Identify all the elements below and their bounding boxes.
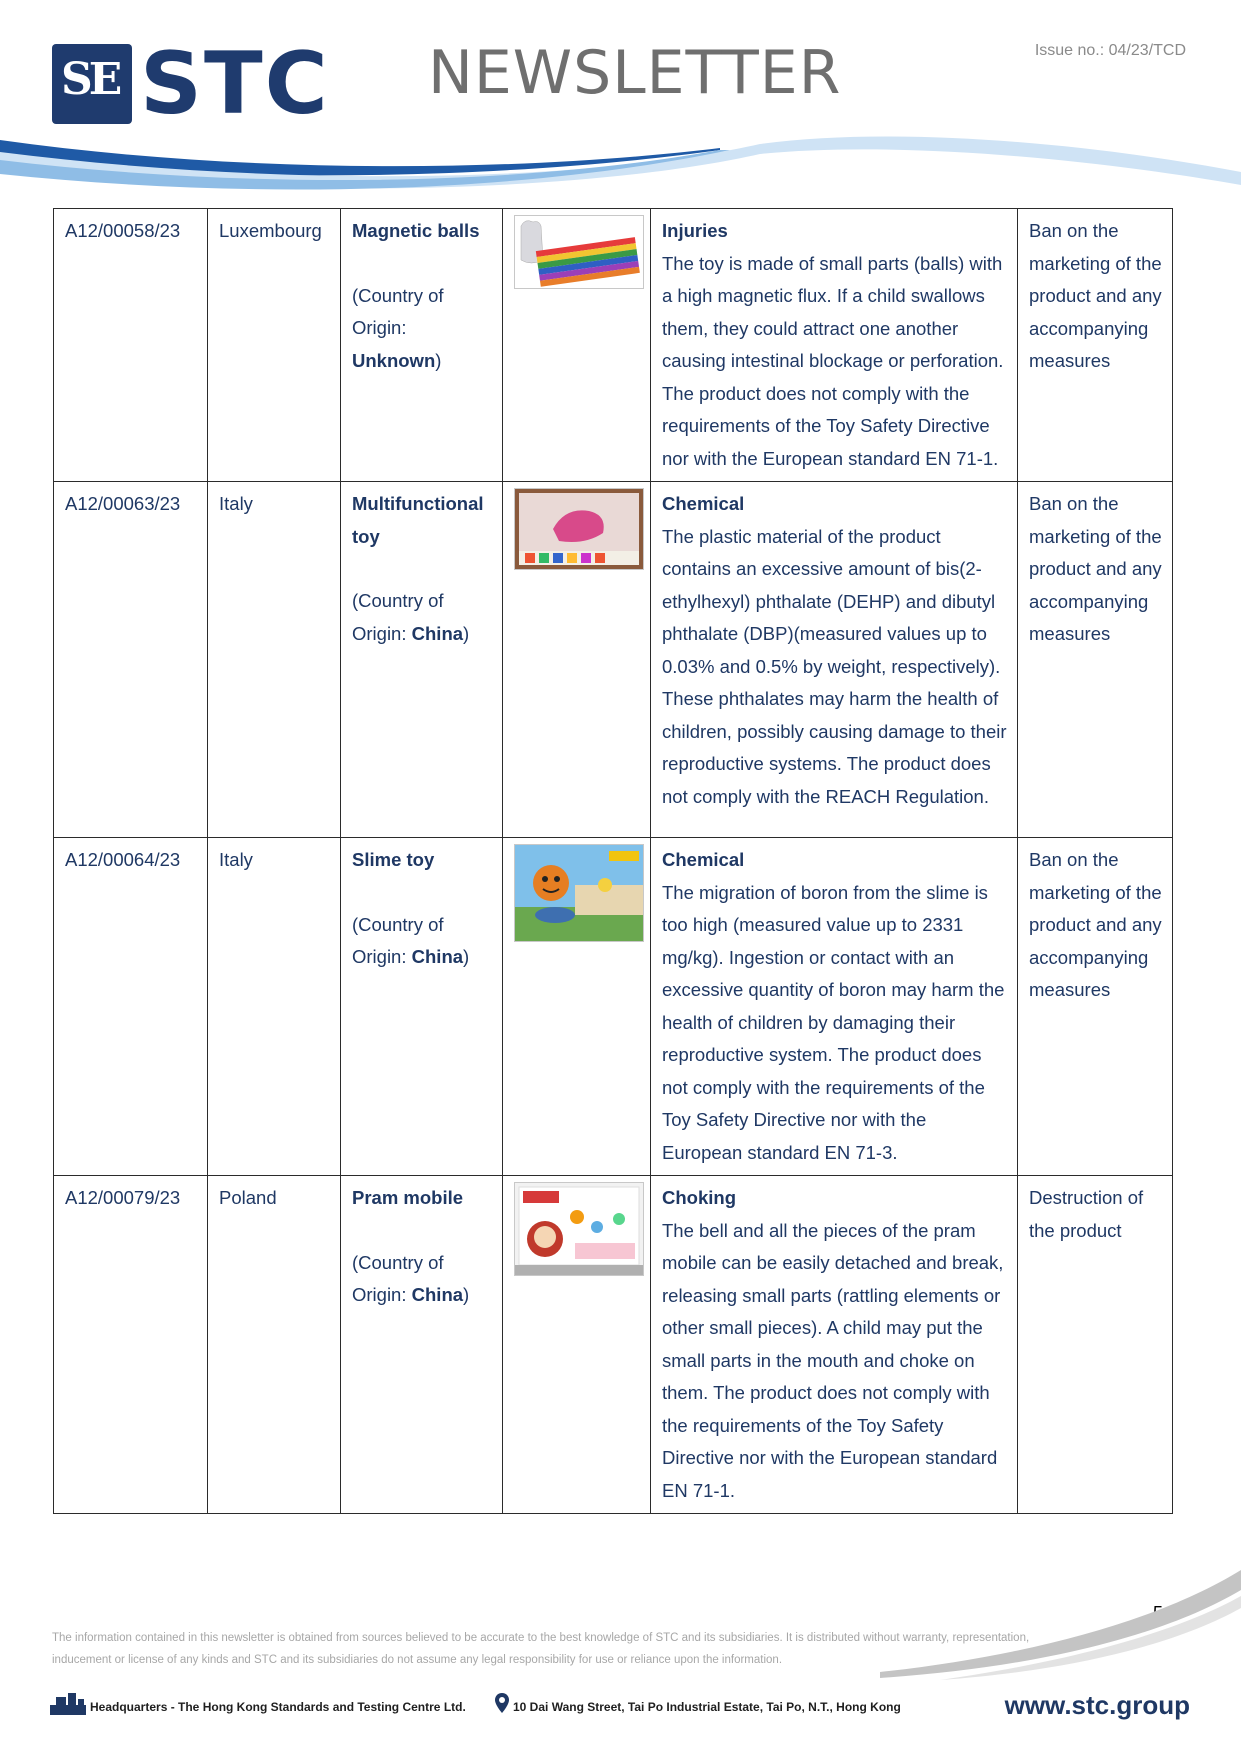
website-link[interactable]: www.stc.group [1004,1690,1190,1720]
origin-prefix: (Country of Origin: [352,1251,444,1305]
product-cell: Pram mobile (Country of Origin: China) [341,1176,503,1514]
slime-toy-photo [514,844,644,942]
newsletter-title: NEWSLETTER [428,38,842,108]
origin-prefix: (Country of Origin: [352,284,444,338]
origin-prefix: (Country of Origin: [352,590,444,644]
risk-type: Chemical [662,493,745,514]
product-cell: Slime toy (Country of Origin: China) [341,838,503,1176]
magnetic-balls-photo [514,215,644,289]
building-icon [50,1693,86,1715]
measure-cell: Ban on the marketing of the product and any accompanying measures [1018,209,1173,482]
product-cell: Multifunctional toy (Country of Origin: China) [341,482,503,838]
country-cell: Italy [208,482,341,838]
image-cell [503,838,651,1176]
image-cell [503,209,651,482]
reference-cell: A12/00058/23 [54,209,208,482]
recall-table [53,208,1173,1514]
risk-description: The plastic material of the product contains an excessive amount of bis(2-ethylhexyl) phthalate (DEHP) and dibutyl phthalate (DBP)(measured values up to 0.03% and 0.5% by weight, respectively). These phthalates may harm the health of children, possibly causing damage to their reproductive systems. The product does not comply with the REACH Regulation. [662,525,1007,807]
image-cell [503,1176,651,1514]
risk-type: Injuries [662,220,728,241]
pram-mobile-photo [514,1182,644,1276]
risk-cell [651,1176,1018,1514]
measure-cell: Ban on the marketing of the product and any accompanying measures [1018,482,1173,838]
country-cell: Luxembourg [208,209,341,482]
multifunctional-toy-photo [514,488,644,570]
risk-description: The migration of boron from the slime is too high (measured value up to 2331 mg/kg). Ingestion or contact with an excessive quantity of boron may harm the health of children by damaging their reproductive system. The product does not comply with the requirements of the Toy Safety Directive nor with the European standard EN 71-3. [662,881,1005,1163]
risk-cell [651,209,1018,482]
product-name: Magnetic balls [352,220,480,241]
page-footer [50,1690,1190,1730]
address-text: 10 Dai Wang Street, Tai Po Industrial Estate, Tai Po, N.T., Hong Kong [513,1700,901,1714]
origin-country: Unknown [352,349,436,371]
product-name: Slime toy [352,849,435,870]
header-swoosh [0,130,1241,200]
origin-country: China [411,1284,464,1305]
measure-cell: Ban on the marketing of the product and any accompanying measures [1018,838,1173,1176]
origin-country: China [411,946,464,967]
product-name: Multifunctional toy [352,493,484,547]
stc-emblem-icon: SE [52,44,132,124]
logo-text: STC [140,34,330,134]
reference-cell: A12/00064/23 [54,838,208,1176]
country-cell: Poland [208,1176,341,1514]
origin-prefix: (Country of Origin: [352,913,444,967]
table-row [54,482,1173,838]
risk-cell [651,482,1018,838]
product-cell: Magnetic balls (Country of Origin: Unknown) [341,209,503,482]
reference-cell: A12/00063/23 [54,482,208,838]
measure-cell: Destruction of the product [1018,1176,1173,1514]
image-cell [503,482,651,838]
origin-country: China [411,622,464,644]
product-name: Pram mobile [352,1187,464,1208]
reference-cell: A12/00079/23 [54,1176,208,1514]
risk-cell [651,838,1018,1176]
disclaimer-text: The information contained in this newsletter is obtained from sources believed to be accurate to the best knowledge of STC and its subsidiaries. It is distributed without warranty, representation, inducement or license of any kinds and STC and its subsidiaries do not assume any legal responsibility for use or reliance upon the information. [52,1632,1030,1666]
country-cell: Italy [208,838,341,1176]
risk-description: The bell and all the pieces of the pram mobile can be easily detached and break, releasing small parts (rattling elements or other small pieces). A child may put the small parts in the mouth and choke on them. The product does not comply with the requirements of the Toy Safety Directive nor with the European standard EN 71-1. [662,1219,1004,1501]
risk-type: Chemical [662,849,745,870]
table-row [54,838,1173,1176]
risk-description: The toy is made of small parts (balls) with a high magnetic flux. If a child swallows them, they could attract one another causing intestinal blockage or perforation. The product does not comply with the requirements of the Toy Safety Directive nor with the European standard EN 71-1. [662,252,1004,469]
table-row [54,209,1173,482]
headquarters-text: Headquarters - The Hong Kong Standards and Testing Centre Ltd. [90,1700,466,1714]
stc-logo [52,34,352,134]
table-row [54,1176,1173,1514]
risk-type: Choking [662,1187,736,1208]
issue-number: Issue no.: 04/23/TCD [1034,42,1186,59]
location-pin-icon [495,1693,509,1713]
